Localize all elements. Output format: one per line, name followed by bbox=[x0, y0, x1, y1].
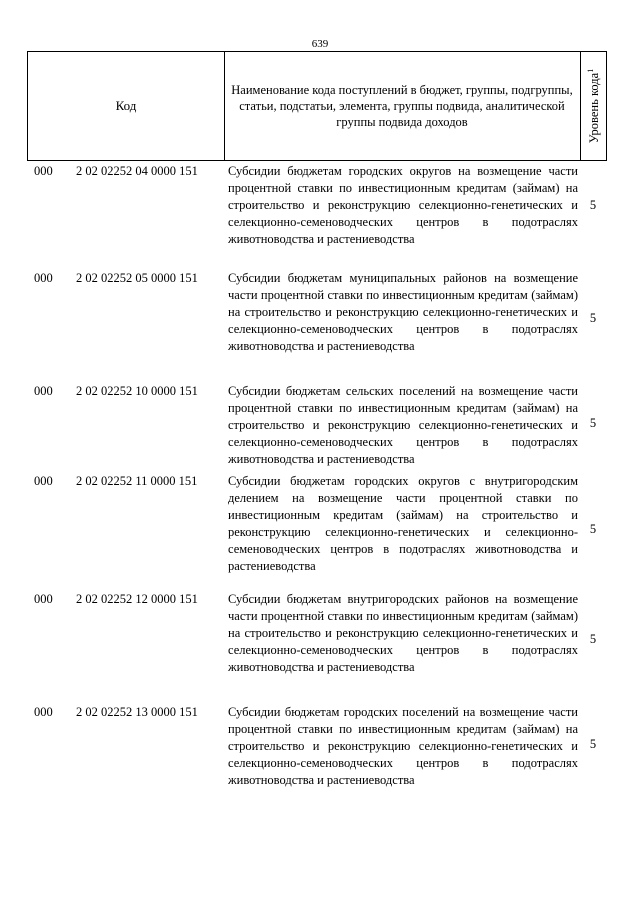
header-level-label bbox=[586, 69, 602, 143]
revenue-code: 2 02 02252 10 0000 151 bbox=[76, 384, 198, 398]
revenue-code: 2 02 02252 05 0000 151 bbox=[76, 271, 198, 285]
header-level bbox=[580, 52, 608, 160]
revenue-name: Субсидии бюджетам муниципальных районов на возмещение части процентной ставки по инвестиционным кредитам (займам) на строительство и реконструкцию селекционно-генетических и селекционно-семеноводческих центров в подотраслях животноводства и растениеводства bbox=[228, 271, 578, 353]
header-name: Наименование кода поступлений в бюджет, группы, подгруппы, статьи, подстатьи, элемента, группы подвида, аналитической группы подвида доходов bbox=[231, 83, 573, 129]
revenue-name: Субсидии бюджетам внутригородских районов на возмещение части процентной ставки по инвестиционным кредитам (займам) на строительство и реконструкцию селекционно-генетических и селекционно-семеноводческих центров в подотраслях животноводства и растениеводства bbox=[228, 592, 578, 674]
admin-code: 000 bbox=[34, 474, 53, 488]
footnote-marker: 1 bbox=[585, 68, 595, 73]
admin-code: 000 bbox=[34, 271, 53, 285]
revenue-name: Субсидии бюджетам городских поселений на возмещение части процентной ставки по инвестиционным кредитам (займам) на строительство и реконструкцию селекционно-генетических и селекционно-семеноводческих центров в подотраслях животноводства и растениеводства bbox=[228, 705, 578, 787]
revenue-code: 2 02 02252 04 0000 151 bbox=[76, 164, 198, 178]
code-level: 5 bbox=[589, 522, 597, 536]
page-number: 639 bbox=[311, 38, 329, 50]
revenue-codes-table bbox=[27, 51, 607, 787]
code-level: 5 bbox=[589, 311, 597, 325]
code-level: 5 bbox=[589, 737, 597, 751]
header-level-text: Уровень кода bbox=[587, 72, 602, 144]
header-code: Код bbox=[115, 98, 137, 113]
admin-code: 000 bbox=[34, 164, 53, 178]
revenue-name: Субсидии бюджетам городских округов с внутригородским делением на возмещение части процентной ставки по инвестиционным кредитам (займам) на строительство и реконструкцию селекционно-генетических и селекционно-семеноводческих центров в подотраслях животноводства и растениеводства bbox=[228, 474, 578, 573]
code-level: 5 bbox=[589, 632, 597, 646]
admin-code: 000 bbox=[34, 384, 53, 398]
revenue-code: 2 02 02252 12 0000 151 bbox=[76, 592, 198, 606]
revenue-name: Субсидии бюджетам городских округов на возмещение части процентной ставки по инвестиционным кредитам (займам) на строительство и реконструкцию селекционно-генетических и селекционно-семеноводческих центров в подотраслях животноводства и растениеводства bbox=[228, 164, 578, 246]
code-level: 5 bbox=[589, 416, 597, 430]
revenue-code: 2 02 02252 13 0000 151 bbox=[76, 705, 198, 719]
table-header bbox=[27, 51, 607, 161]
code-level: 5 bbox=[589, 198, 597, 212]
admin-code: 000 bbox=[34, 705, 53, 719]
admin-code: 000 bbox=[34, 592, 53, 606]
revenue-name: Субсидии бюджетам сельских поселений на возмещение части процентной ставки по инвестиционным кредитам (займам) на строительство и реконструкцию селекционно-генетических и селекционно-семеноводческих центров в подотраслях животноводства и растениеводства bbox=[228, 384, 578, 466]
revenue-code: 2 02 02252 11 0000 151 bbox=[76, 474, 198, 488]
